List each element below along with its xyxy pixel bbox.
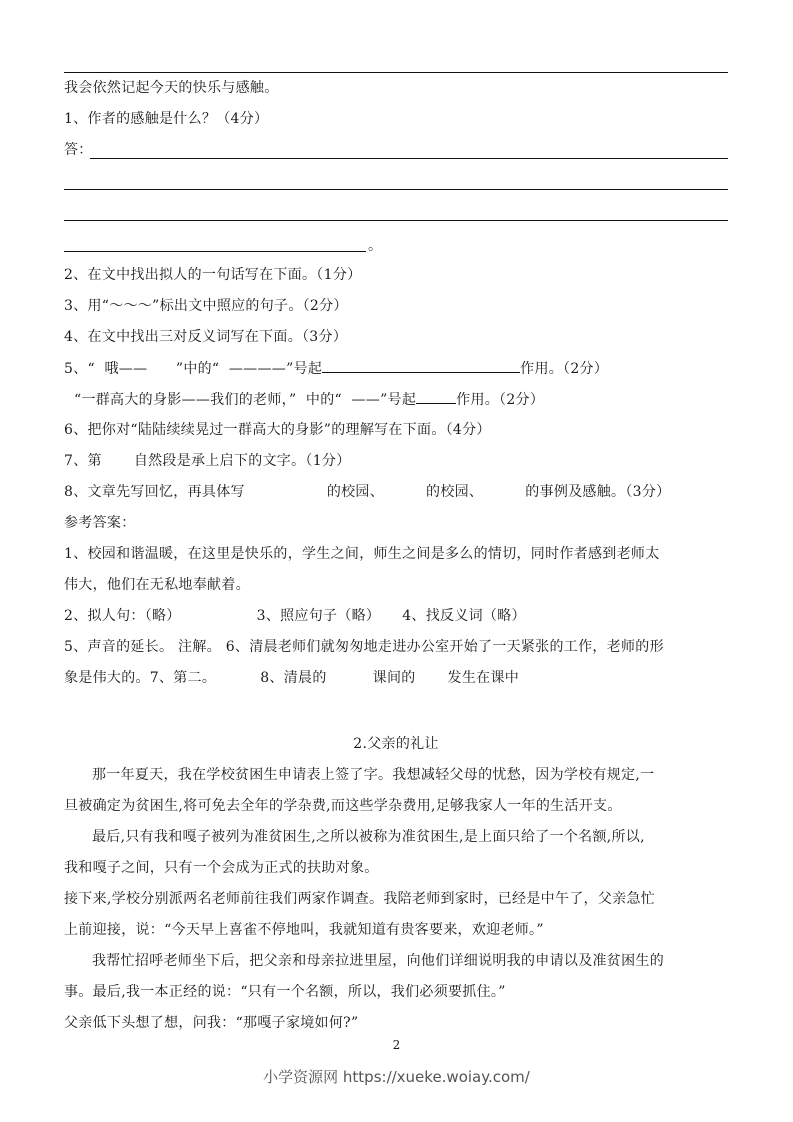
question-1: 1、作者的感触是什么？（4分） bbox=[64, 111, 269, 127]
question-5a-suffix: 作用。（2分） bbox=[520, 361, 609, 377]
question-7-suffix: 自然段是承上启下的文字。（1分） bbox=[133, 453, 351, 469]
answer-3: 3、照应句子（略） bbox=[256, 608, 381, 624]
question-5b bbox=[74, 389, 544, 410]
footer-watermark: 小学资源网 https://xueke.woiay.com/ bbox=[263, 1068, 530, 1086]
answer-8c: 发生在课中 bbox=[447, 670, 520, 686]
question-2: 2、在文中找出拟人的一句话写在下面。（1分） bbox=[64, 267, 362, 283]
page-number: 2 bbox=[392, 1038, 401, 1052]
article-p1-line1: 那一年夏天，我在学校贫困生申请表上签了字。我想减轻父母的忧愁，因为学校有规定,一 bbox=[92, 767, 655, 783]
article-p3-line1: 接下来,学校分别派两名老师前往我们两家作调查。我陪老师到家时，已经是中午了，父亲急忙 bbox=[64, 891, 656, 907]
question-3: 3、用“～～～”标出文中照应的句子。（2分） bbox=[64, 298, 348, 314]
article-p5-line1: 父亲低下头想了想，问我：“那嘎子家境如何?” bbox=[64, 1015, 359, 1031]
answer-8a: 8、清晨的 bbox=[260, 670, 327, 686]
article-p4-line2: 事。最后,我一本正经的说：“只有一个名额，所以，我们必须要抓住。” bbox=[64, 984, 506, 1000]
question-6: 6、把你对“陆陆续续晃过一群高大的身影”的理解写在下面。（4分） bbox=[64, 422, 491, 438]
answer-1-line2: 伟大，他们在无私地奉献着。 bbox=[64, 577, 250, 593]
question-4: 4、在文中找出三对反义词写在下面。（3分） bbox=[64, 329, 348, 345]
article-title: 2.父亲的礼让 bbox=[353, 736, 439, 752]
article-p1-line2: 旦被确定为贫困生,将可免去全年的学杂费,而这些学杂费用,足够我家人一年的生活开支。 bbox=[64, 798, 622, 814]
question-8-blank2-suffix: 的校园、 bbox=[426, 484, 484, 500]
answer-5-line2 bbox=[64, 668, 519, 688]
answer-8b: 课间的 bbox=[372, 670, 416, 686]
article-p2-line1: 最后,只有我和嘎子被列为准贫困生,之所以被称为准贫困生,是上面只给了一个名额,所以, bbox=[92, 829, 645, 845]
answer-5-line1: 5、声音的延长。 注解。 6、清晨老师们就匆匆地走进办公室开始了一天紧张的工作，老师的形 bbox=[64, 639, 664, 655]
answer-1-line1: 1、校园和谐温暖，在这里是快乐的，学生之间，师生之间是多么的情切，同时作者感到老师太 bbox=[64, 546, 660, 562]
question-5a-text: 5、“ 哦—— ”中的“ ————”号起 bbox=[64, 361, 323, 377]
question-8-blank3-suffix: 的事例及感触。（3分） bbox=[525, 484, 671, 500]
question-8 bbox=[64, 482, 670, 502]
answers-2-4 bbox=[64, 606, 526, 626]
question-7-text: 7、第 bbox=[64, 453, 102, 469]
question-8-blank1-suffix: 的校园、 bbox=[326, 484, 385, 500]
answer-7: 象是伟大的。7、第二。 bbox=[64, 670, 217, 686]
answer-label: 答： bbox=[64, 142, 93, 158]
article-p4-line1: 我帮忙招呼老师坐下后，把父亲和母亲拉进里屋，向他们详细说明我的申请以及准贫困生的 bbox=[92, 953, 664, 969]
question-7 bbox=[64, 451, 351, 471]
answer-4: 4、找反义词（略） bbox=[402, 608, 526, 624]
answer-line[interactable] bbox=[64, 189, 728, 190]
answer-2: 2、拟人句：（略） bbox=[64, 608, 181, 624]
fill-blank[interactable] bbox=[322, 358, 520, 373]
period: 。 bbox=[368, 238, 383, 254]
question-5a bbox=[64, 358, 608, 379]
article-p3-line2: 上前迎接，说：“今天早上喜雀不停地叫，我就知道有贵客要来，欢迎老师。” bbox=[64, 922, 544, 938]
continuation-text: 我会依然记起今天的快乐与感触。 bbox=[64, 80, 279, 96]
question-5b-text: “一群高大的身影——我们的老师，” 中的“ ——”号起 bbox=[74, 392, 417, 408]
question-5b-suffix: 作用。（2分） bbox=[456, 392, 545, 408]
answers-heading: 参考答案： bbox=[64, 515, 136, 531]
answer-line bbox=[64, 72, 728, 73]
answer-line[interactable] bbox=[64, 251, 366, 252]
answer-line[interactable] bbox=[90, 158, 728, 159]
answer-line[interactable] bbox=[64, 220, 728, 221]
fill-blank[interactable] bbox=[416, 389, 456, 404]
question-8-text: 8、文章先写回忆，再具体写 bbox=[64, 484, 245, 500]
article-p2-line2: 我和嘎子之间，只有一个会成为正式的扶助对象。 bbox=[64, 860, 379, 876]
